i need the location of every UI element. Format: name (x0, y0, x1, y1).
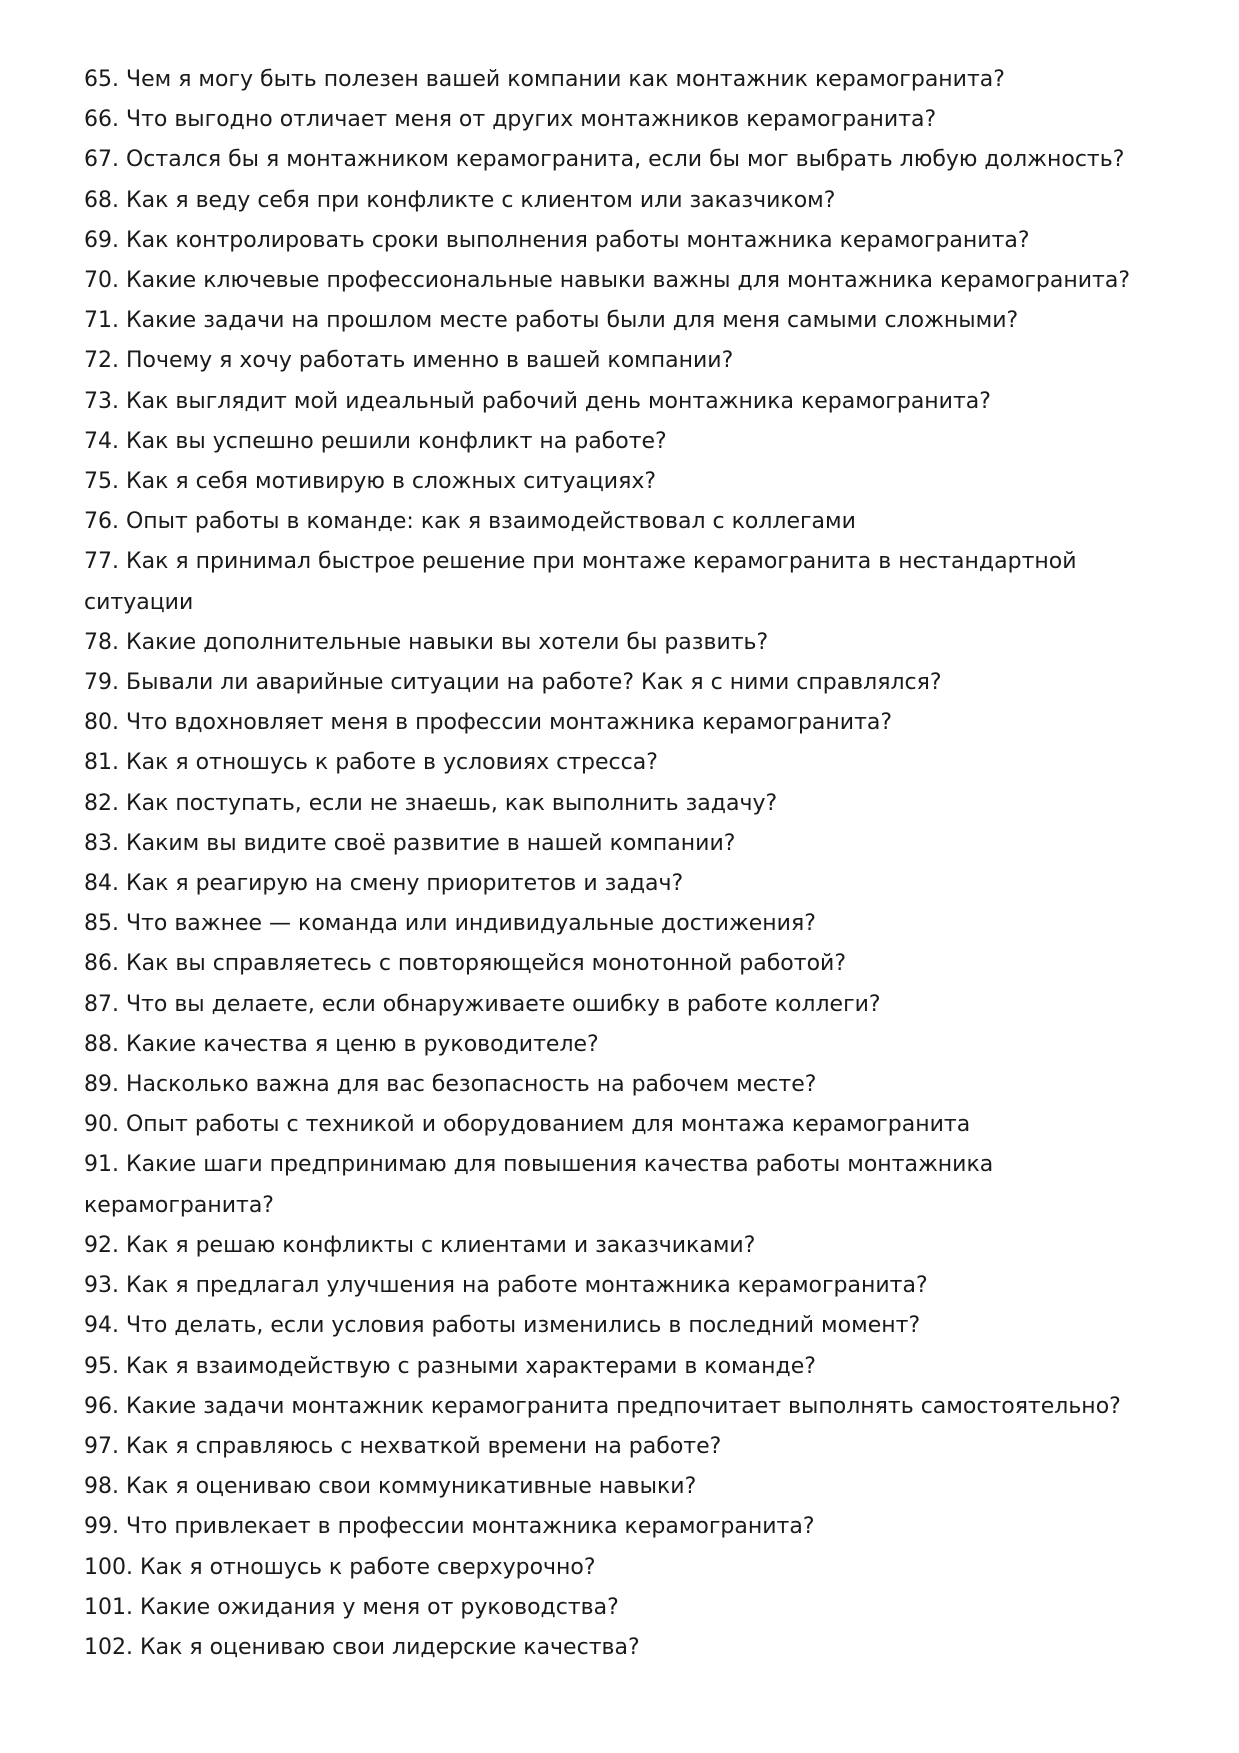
question-item: 87. Что вы делаете, если обнаруживаете ошибку в работе коллеги? (84, 991, 881, 1017)
question-item: 91. Какие шаги предпринимаю для повышения качества работы монтажника керамогранита? (84, 1152, 994, 1218)
question-item: 80. Что вдохновляет меня в профессии монтажника керамогранита? (84, 710, 893, 736)
question-item: 89. Насколько важна для вас безопасность на рабочем месте? (84, 1072, 817, 1098)
question-item: 88. Какие качества я ценю в руководителе? (84, 1031, 599, 1057)
question-item: 97. Как я справляюсь с нехваткой времени на работе? (84, 1433, 722, 1459)
question-item: 83. Каким вы видите своё развитие в нашей компании? (84, 830, 736, 856)
question-item: 66. Что выгодно отличает меня от других монтажников керамогранита? (84, 107, 937, 133)
question-item: 79. Бывали ли аварийные ситуации на работе? Как я с ними справлялся? (84, 670, 942, 696)
question-item: 78. Какие дополнительные навыки вы хотели бы развить? (84, 629, 769, 655)
question-item: 68. Как я веду себя при конфликте с клиентом или заказчиком? (84, 187, 836, 213)
question-item: 74. Как вы успешно решили конфликт на работе? (84, 428, 667, 454)
question-item: 76. Опыт работы в команде: как я взаимодействовал с коллегами (84, 509, 856, 535)
question-item: 81. Как я отношусь к работе в условиях стресса? (84, 750, 658, 776)
question-item: 101. Какие ожидания у меня от руководства? (84, 1594, 619, 1620)
question-item: 86. Как вы справляетесь с повторяющейся монотонной работой? (84, 951, 847, 977)
question-item: 71. Какие задачи на прошлом месте работы были для меня самыми сложными? (84, 308, 1019, 334)
question-item: 84. Как я реагирую на смену приоритетов и задач? (84, 871, 684, 897)
question-item: 93. Как я предлагал улучшения на работе монтажника керамогранита? (84, 1273, 928, 1299)
question-item: 82. Как поступать, если не знаешь, как выполнить задачу? (84, 790, 778, 816)
question-item: 94. Что делать, если условия работы изменились в последний момент? (84, 1313, 921, 1339)
question-item: 98. Как я оцениваю свои коммуникативные навыки? (84, 1474, 697, 1500)
question-item: 75. Как я себя мотивирую в сложных ситуациях? (84, 469, 657, 495)
question-list (84, 60, 1174, 1668)
question-item: 72. Почему я хочу работать именно в вашей компании? (84, 348, 734, 374)
question-item: 92. Как я решаю конфликты с клиентами и заказчиками? (84, 1232, 756, 1258)
question-item: 95. Как я взаимодействую с разными характерами в команде? (84, 1353, 816, 1379)
question-item: 65. Чем я могу быть полезен вашей компании как монтажник керамогранита? (84, 67, 1005, 92)
question-item: 90. Опыт работы с техникой и оборудованием для монтажа керамогранита (84, 1112, 971, 1138)
question-item: 67. Остался бы я монтажником керамогранита, если бы мог выбрать любую должность? (84, 147, 1125, 173)
question-item: 69. Как контролировать сроки выполнения работы монтажника керамогранита? (84, 227, 1030, 253)
question-item: 70. Какие ключевые профессиональные навыки важны для монтажника керамогранита? (84, 268, 1131, 294)
question-item: 85. Что важнее — команда или индивидуальные достижения? (84, 911, 816, 937)
question-item: 102. Как я оцениваю свои лидерские качества? (84, 1634, 640, 1660)
question-item: 96. Какие задачи монтажник керамогранита предпочитает выполнять самостоятельно? (84, 1393, 1121, 1419)
question-item: 73. Как выглядит мой идеальный рабочий день монтажника керамогранита? (84, 388, 991, 414)
question-item: 100. Как я отношусь к работе сверхурочно? (84, 1554, 596, 1580)
question-item: 99. Что привлекает в профессии монтажника керамогранита? (84, 1514, 815, 1540)
question-item: 77. Как я принимал быстрое решение при монтаже керамогранита в нестандартной ситуации (84, 549, 1077, 615)
